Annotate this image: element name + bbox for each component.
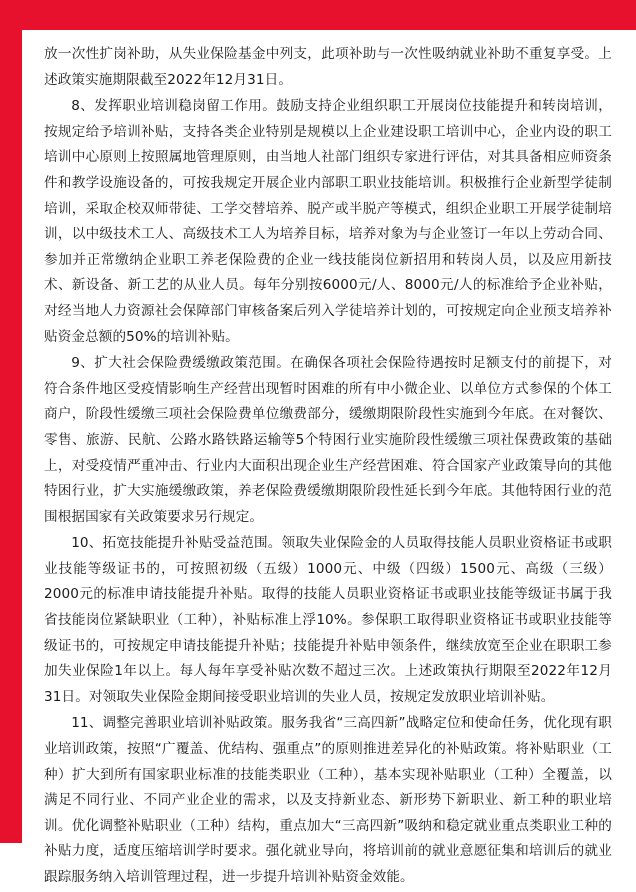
paragraph-item-10: 10、拓宽技能提升补贴受益范围。领取失业保险金的人员取得技能人员职业资格证书或职业技能等级证书的，可按照初级（五级）1000元、中级（四级）1500元、高级（三级）2000元的标准申请技能提升补贴。取得的技能人员职业资格证书或职业技能等级证书属于我省技能岗位紧缺职业（工种），补贴标准上浮10%。参保职工取得职业资格证书或职业技能等级证书的，可按规定申请技能提升补贴；技能提升补贴申领条件，继续放宽至企业在职职工参加失业保险1年以上。每人每年享受补贴次数不超过三次。上述政策执行期限至2022年12月31日。对领取失业保险金期间接受职业培训的失业人员，按规定发放职业培训补贴。 [44, 535, 612, 705]
top-red-band [0, 0, 636, 30]
left-red-band [0, 0, 22, 843]
paragraph-item-8: 8、发挥职业培训稳岗留工作用。鼓励支持企业组织职工开展岗位技能提升和转岗培训，按规定给予培训补贴，支持各类企业特别是规模以上企业建设职工培训中心，企业内设的职工培训中心原则上按照属地管理原则，由当地人社部门组织专家进行评估，对其具备相应师资条件和教学设施设备的，可按我规定开展企业内部职工职业技能培训。积极推行企业新型学徒制培训，采取企校双师带徒、工学交替培养、脱产或半脱产等模式，组织企业职工开展学徒制培训，以中级技术工人、高级技术工人为培养目标，培养对象为与企业签订一年以上劳动合同、参加并正常缴纳企业职工养老保险费的企业一线技能岗位新招用和转岗人员，以及应用新技术、新设备、新工艺的从业人员。每年分别按6000元/人、8000元/人的标准给予企业补贴，对经当地人力资源社会保障部门审核备案后列入学徒培养计划的，可按规定向企业预支培养补贴资金总额的50%的培训补贴。 [44, 98, 612, 345]
paragraph-item-11: 11、调整完善职业培训补贴政策。服务我省“三高四新”战略定位和使命任务，优化现有职业培训政策，按照“广覆盖、优结构、强重点”的原则推进差异化的补贴政策。将补贴职业（工种）扩大到所有国家职业标准的技能类职业（工种），基本实现补贴职业（工种）全覆盖，以满足不同行业、不同产业企业的需求，以及支持新业态、新形势下新职业、新工种的职业培训。优化调整补贴职业（工种）结构，重点加大“三高四新”吸纳和稳定就业重点类职业工种的补贴力度，适度压缩培训学时要求。强化就业导向，将培训前的就业意愿征集和培训后的就业跟踪服务纳入培训管理过程，进一步提升培训补贴资金效能。 [44, 715, 612, 885]
paragraph-continued: 放一次性扩岗补助，从失业保险基金中列支，此项补助与一次性吸纳就业补助不重复享受。上述政策实施期限截至2022年12月31日。 [44, 46, 612, 88]
document-body [44, 30, 612, 892]
paragraph-item-9: 9、扩大社会保险费缓缴政策范围。在确保各项社会保险待遇按时足额支付的前提下，对符合条件地区受疫情影响生产经营出现暂时困难的所有中小微企业、以单位方式参保的个体工商户，阶段性缓缴三项社会保险费单位缴费部分，缓缴期限阶段性实施到今年底。在对餐饮、零售、旅游、民航、公路水路铁路运输等5个特困行业实施阶段性缓缴三项社保费政策的基础上，对受疫情严重冲击、行业内大面积出现企业生产经营困难、符合国家产业政策导向的其他特困行业，扩大实施缓缴政策，养老保险费缓缴期限阶段性延长到今年底。其他特困行业的范围根据国家有关政策要求另行规定。 [44, 355, 612, 525]
document-sheet [22, 30, 636, 885]
